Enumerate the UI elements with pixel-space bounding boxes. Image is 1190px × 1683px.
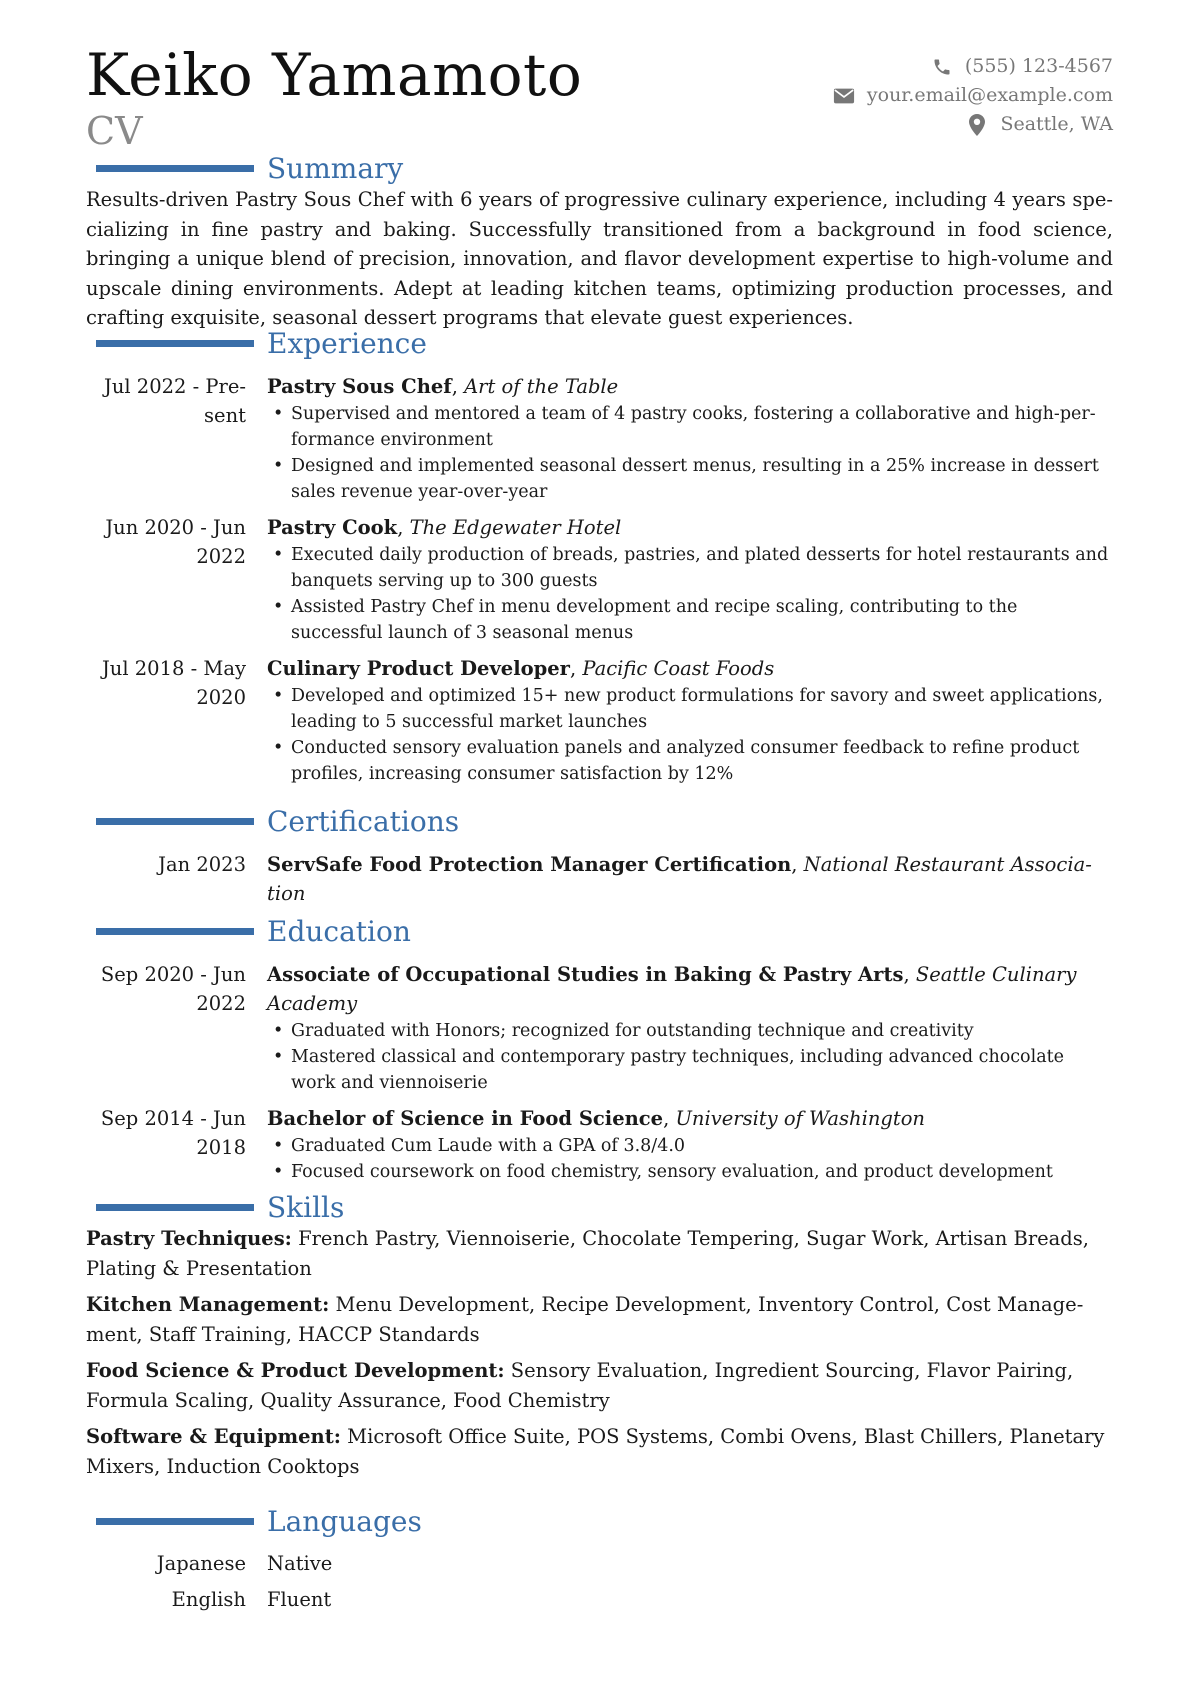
section-accent-bar <box>96 1204 254 1211</box>
skill-list: French Pastry, Viennoiserie, Chocolate Tempering, Sugar Work, Artisan Breads, Plating & Presentation <box>86 1227 1089 1280</box>
entry-date: Jan 2023 <box>158 853 246 876</box>
language-level: Native <box>267 1552 333 1575</box>
entry-date: Jul 2022 - Pre- sent <box>104 375 246 427</box>
languages-section <box>86 1505 1113 1618</box>
experience-entry: Jun 2020 - Jun 2022 Pastry Cook, The Edgewater Hotel • Executed daily production of breads, pastries, and plated desserts for hotel restaurants and banquets serving up to 300 guests • Assisted Pastry Chef in menu development and recipe scaling, contributing to the successful launch of 3 seasonal menus <box>86 513 1113 646</box>
summary-text: Results-driven Pastry Sous Chef with 6 years of progressive culinary experience, including 4 years specializing in fine pastry and baking. Successfully transitioned from a background in food science, bringing a unique blend of precision, innovation, and flavor development expertise to high-volume and upscale dining environments. Adept at leading kitchen teams, optimizing production processes, and crafting exquisite, seasonal dessert programs that elevate guest experiences. <box>86 188 1113 329</box>
email-address[interactable]: your.email@example.com <box>866 84 1113 106</box>
entry-bullets <box>267 1018 1113 1096</box>
document-type: CV <box>86 109 143 153</box>
skill-category: Software & Equipment: <box>86 1425 341 1448</box>
section-header <box>86 805 1113 844</box>
section-header <box>86 915 1113 954</box>
skills-section <box>86 1191 1113 1488</box>
entry-bullets <box>267 683 1113 787</box>
entry-organization: Art of the Table <box>464 375 619 398</box>
bullet-item: • Graduated Cum Laude with a GPA of 3.8/4.0 <box>267 1133 1113 1159</box>
bullet-item: • Conducted sensory evaluation panels and analyzed consumer feedback to refine product profiles, increasing consumer satisfaction by 12% <box>267 735 1113 787</box>
summary-section <box>86 152 1113 333</box>
language-name: English <box>171 1588 246 1611</box>
language-level: Fluent <box>267 1588 332 1611</box>
institution-name: Seattle Culinary Academy <box>267 963 1077 1015</box>
bullet-item: • Mastered classical and contemporary pastry techniques, including advanced chocolate work and viennoiserie <box>267 1044 1113 1096</box>
phone-number[interactable]: (555) 123-4567 <box>964 55 1113 77</box>
bullet-item: • Executed daily production of breads, pastries, and plated desserts for hotel restaurants and banquets serving up to 300 guests <box>267 542 1113 594</box>
bullet-item: • Developed and optimized 15+ new product formulations for savory and sweet applications, leading to 5 successful market launches <box>267 683 1113 735</box>
experience-section <box>86 327 1113 795</box>
entry-role: Culinary Product Developer <box>267 657 570 680</box>
entry-bullets <box>267 1133 1113 1185</box>
contact-block <box>831 52 1113 139</box>
section-header <box>86 152 1113 191</box>
skill-list: Menu Development, Recipe Development, Inventory Control, Cost Management, Staff Training, HACCP Standards <box>86 1293 1084 1346</box>
section-title: Skills <box>267 1191 345 1224</box>
phone-icon <box>929 56 955 78</box>
contact-email <box>831 81 1113 110</box>
skill-group <box>86 1356 1113 1415</box>
entry-date: Jun 2020 - Jun 2022 <box>105 516 246 568</box>
map-marker-icon <box>964 114 990 136</box>
bullet-item: • Designed and implemented seasonal dessert menus, resulting in a 25% increase in dessert sales revenue year-over-year <box>267 453 1113 505</box>
language-row <box>86 1582 1113 1618</box>
education-entry: Sep 2020 - Jun 2022 Associate of Occupational Studies in Baking & Pastry Arts, Seattle Culinary Academy • Graduated with Honors; recognized for outstanding technique and creativity • Mastered classical and contemporary pastry techniques, including advanced chocolate work and viennoiserie <box>86 960 1113 1096</box>
section-title: Summary <box>267 152 404 185</box>
entry-role: Pastry Cook <box>267 516 398 539</box>
section-accent-bar <box>96 818 254 825</box>
entry-role: Pastry Sous Chef <box>267 375 452 398</box>
entry-organization: The Edgewater Hotel <box>409 516 622 539</box>
entry-bullets <box>267 401 1113 505</box>
section-title: Languages <box>267 1505 422 1538</box>
section-header <box>86 1191 1113 1230</box>
skill-group <box>86 1290 1113 1349</box>
section-accent-bar <box>96 340 254 347</box>
skill-category: Kitchen Management: <box>86 1293 330 1316</box>
experience-entry: Jul 2018 - May 2020 Culinary Product Developer, Pacific Coast Foods • Developed and optimized 15+ new product formulations for savory and sweet applications, leading to 5 successful market launches • Conducted sensory evaluation panels and analyzed consumer feedback to refine product profiles, increasing consumer satisfaction by 12% <box>86 654 1113 787</box>
certification-issuer: National Restaurant Association <box>267 853 1092 905</box>
entry-date: Sep 2020 - Jun 2022 <box>100 963 246 1015</box>
envelope-icon <box>831 85 857 107</box>
skill-list: Sensory Evaluation, Ingredient Sourcing, Flavor Pairing, Formula Scaling, Quality Assurance, Food Chemistry <box>86 1359 1074 1412</box>
section-title: Experience <box>267 327 427 360</box>
section-title: Education <box>267 915 411 948</box>
degree-name: Associate of Occupational Studies in Baking & Pastry Arts <box>267 963 904 986</box>
language-row <box>86 1546 1113 1582</box>
bullet-item: • Focused coursework on food chemistry, sensory evaluation, and product development <box>267 1159 1113 1185</box>
section-header <box>86 1505 1113 1544</box>
skill-list: Microsoft Office Suite, POS Systems, Combi Ovens, Blast Chillers, Planetary Mixers, Induction Cooktops <box>86 1425 1105 1478</box>
bullet-item: • Assisted Pastry Chef in menu development and recipe scaling, contributing to the successful launch of 3 seasonal menus <box>267 594 1113 646</box>
skill-group <box>86 1224 1113 1283</box>
bullet-item: • Graduated with Honors; recognized for outstanding technique and creativity <box>267 1018 1113 1044</box>
contact-location <box>831 110 1113 139</box>
certification-name: ServSafe Food Protection Manager Certification <box>267 853 792 876</box>
section-header <box>86 327 1113 366</box>
language-name: Japanese <box>156 1552 246 1575</box>
skill-category: Pastry Techniques: <box>86 1227 292 1250</box>
section-title: Certifications <box>267 805 460 838</box>
location-text: Seattle, WA <box>1000 113 1113 135</box>
candidate-name: Keiko Yamamoto <box>86 41 583 109</box>
institution-name: University of Washington <box>675 1107 925 1130</box>
certifications-section <box>86 805 1113 916</box>
section-accent-bar <box>96 928 254 935</box>
entry-organization: Pacific Coast Foods <box>582 657 775 680</box>
experience-entry: Jul 2022 - Pre- sent Pastry Sous Chef, Art of the Table • Supervised and mentored a team of 4 pastry cooks, fostering a collaborative and high-performance environment • Designed and implemented seasonal dessert menus, resulting in a 25% increase in dessert sales revenue year-over-year <box>86 372 1113 505</box>
skill-group <box>86 1422 1113 1481</box>
degree-name: Bachelor of Science in Food Science <box>267 1107 664 1130</box>
section-accent-bar <box>96 1518 254 1525</box>
skill-category: Food Science & Product Development: <box>86 1359 505 1382</box>
certification-entry: Jan 2023 ServSafe Food Protection Manager Certification, National Restaurant Association <box>86 850 1113 908</box>
section-accent-bar <box>96 165 254 172</box>
education-entry: Sep 2014 - Jun 2018 Bachelor of Science in Food Science, University of Washington • Graduated Cum Laude with a GPA of 3.8/4.0 • Focused coursework on food chemistry, sensory evaluation, and product development <box>86 1104 1113 1185</box>
contact-phone <box>831 52 1113 81</box>
entry-bullets <box>267 542 1113 646</box>
entry-date: Jul 2018 - May 2020 <box>101 657 246 709</box>
entry-date: Sep 2014 - Jun 2018 <box>100 1107 246 1159</box>
education-section <box>86 915 1113 1193</box>
bullet-item: • Supervised and mentored a team of 4 pastry cooks, fostering a collaborative and high-performance environment <box>267 401 1113 453</box>
